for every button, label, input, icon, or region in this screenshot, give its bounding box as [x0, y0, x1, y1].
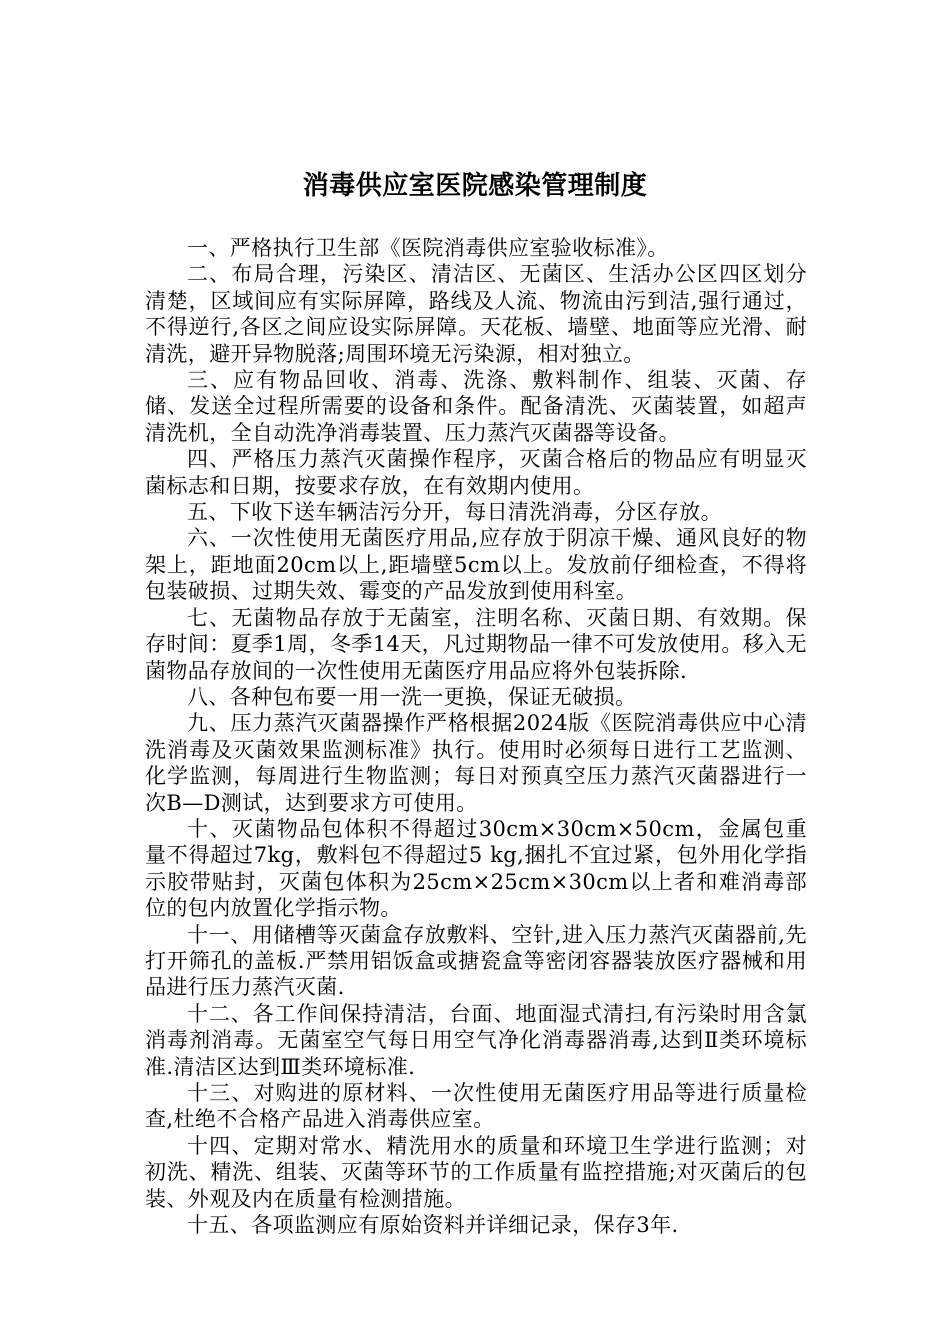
paragraph-12: 十二、各工作间保持清洁，台面、地面湿式清扫,有污染时用含氯消毒剂消毒。无菌室空气每日用空气净化消毒器消毒,达到Ⅱ类环境标准.清洁区达到Ⅲ类环境标准.: [145, 1001, 807, 1079]
paragraph-9: 九、压力蒸汽灭菌器操作严格根据2024版《医院消毒供应中心清洗消毒及灭菌效果监测标准》执行。使用时必须每日进行工艺监测、化学监测，每周进行生物监测；每日对预真空压力蒸汽灭菌器进行一次B—D测试，达到要求方可使用。: [145, 711, 807, 815]
document-body: [145, 235, 807, 1238]
document-title: 消毒供应室医院感染管理制度: [302, 171, 648, 202]
paragraph-5: 五、下收下送车辆洁污分开，每日清洗消毒，分区存放。: [187, 500, 722, 525]
paragraph-14: 十四、定期对常水、精洗用水的质量和环境卫生学进行监测；对初洗、精洗、组装、灭菌等环节的工作质量有监控措施;对灭菌后的包装、外观及内在质量有检测措施。: [145, 1133, 807, 1211]
paragraph-15: 十五、各项监测应有原始资料并详细记录，保存3年.: [187, 1213, 679, 1238]
paragraph-11: 十一、用储槽等灭菌盒存放敷料、空针,进入压力蒸汽灭菌器前,先打开筛孔的盖板.严禁用铝饭盒或搪瓷盒等密闭容器装放医疗器械和用品进行压力蒸汽灭菌.: [145, 922, 807, 1000]
paragraph-1: 一、严格执行卫生部《医院消毒供应室验收标准》。: [187, 236, 669, 260]
paragraph-8: 八、各种包布要一用一洗一更换，保证无破损。: [187, 684, 637, 709]
paragraph-3: 三、应有物品回收、消毒、洗涤、敷料制作、组装、灭菌、存储、发送全过程所需要的设备和条件。配备清洗、灭菌装置，如超声清洗机，全自动洗净消毒装置、压力蒸汽灭菌器等设备。: [145, 368, 807, 445]
paragraph-6: 六、一次性使用无菌医疗用品,应存放于阴凉干燥、通风良好的物架上，距地面20cm以上,距墙壁5cm以上。发放前仔细检查，不得将包装破损、过期失效、霉变的产品发放到使用科室。: [145, 526, 807, 604]
paragraph-4: 四、严格压力蒸汽灭菌操作程序，灭菌合格后的物品应有明显灭菌标志和日期，按要求存放，在有效期内使用。: [145, 447, 807, 498]
paragraph-10: 十、灭菌物品包体积不得超过30cm×30cm×50cm，金属包重量不得超过7kg，敷料包不得超过5 kg,捆扎不宜过紧，包外用化学指示胶带贴封，灭菌包体积为25cm×25cm×30cm以上者和难消毒部位的包内放置化学指示物。: [145, 816, 807, 921]
paragraph-7: 七、无菌物品存放于无菌室，注明名称、灭菌日期、有效期。保存时间：夏季1周，冬季14天，凡过期物品一律不可发放使用。移入无菌物品存放间的一次性使用无菌医疗用品应将外包装拆除.: [145, 605, 807, 683]
paragraph-2: 二、布局合理，污染区、清洁区、无菌区、生活办公区四区划分清楚，区域间应有实际屏障，路线及人流、物流由污到洁,强行通过，不得逆行,各区之间应设实际屏障。天花板、墙壁、地面等应光滑、耐清洗，避开异物脱落;周围环境无污染源，相对独立。: [145, 262, 807, 366]
paragraph-13: 十三、对购进的原材料、一次性使用无菌医疗用品等进行质量检查,杜绝不合格产品进入消毒供应室。: [145, 1081, 807, 1132]
